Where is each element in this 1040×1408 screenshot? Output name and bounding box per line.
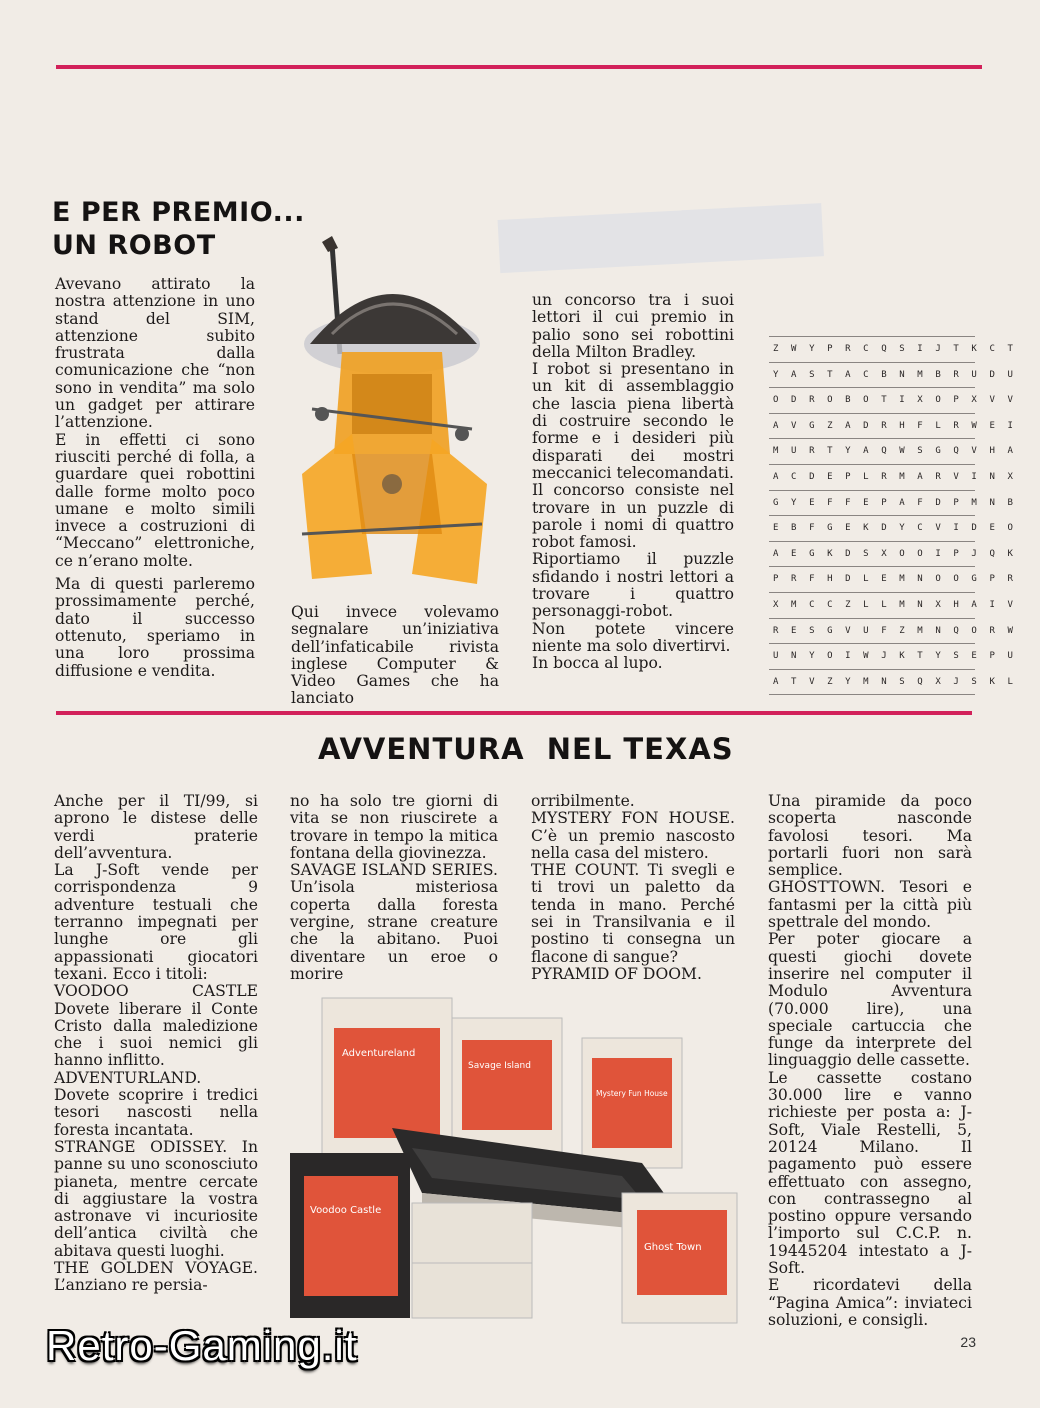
paragraph: Avevano attirato la nostra attenzione in uno stand del SIM, attenzione subito frustrata dalla comunicazione che “non sono in vendita” ma solo un gadget per attirare l’attenzione.: [55, 275, 255, 432]
puzzle-row: R E S G V U F Z M N Q O R W: [769, 618, 975, 644]
paragraph: PYRAMID OF DOOM.: [531, 964, 702, 983]
paragraph: Qui invece volevamo segnalare un’iniziativa dell’infaticabile rivista inglese Computer & Video Games che ha lanciato: [291, 603, 499, 708]
article1-title-line1: E PER PREMIO...: [52, 197, 305, 228]
puzzle-row: A T V Z Y M N S Q X J S K L: [769, 669, 975, 696]
word-search-puzzle: [769, 336, 1017, 695]
puzzle-row: A V G Z A D R H F L R W E I: [769, 413, 975, 439]
paragraph: Non potete vincere niente ma solo divertirvi.: [532, 619, 734, 655]
article2-col3: [531, 793, 735, 983]
puzzle-row: Y A S T A C B N M B R U D U: [769, 362, 975, 388]
top-rule: [56, 65, 982, 69]
cassette-box-voodoo-castle: [290, 1153, 410, 1318]
puzzle-row: U N Y O I W J K T Y S E P U: [769, 643, 975, 669]
puzzle-row: O D R O B O T I X O P X V V: [769, 387, 975, 413]
article2-col2: [290, 793, 498, 983]
paragraph: Il concorso consiste nel trovare in un puzzle di parole i nomi di quattro robot famosi.: [532, 481, 734, 552]
box-label: Savage Island: [468, 1061, 531, 1071]
cassette-box-ghost-town: [622, 1193, 737, 1323]
paragraph: no ha solo tre giorni di vita se non riuscirete a trovare in tempo la mitica fontana della giovinezza.: [290, 792, 498, 862]
paragraph: MYSTERY FON HOUSE. C’è un premio nascosto nella casa del mistero.: [531, 809, 735, 862]
paragraph: orribilmente.: [531, 792, 635, 810]
article1-title: [52, 196, 312, 262]
puzzle-row: G Y E F F E P A F D P M N B: [769, 490, 975, 516]
paragraph: THE GOLDEN VOYAGE. L’anziano re persia-: [54, 1259, 258, 1295]
page-number: 23: [960, 1334, 976, 1350]
puzzle-row: A E G K D S X O O I P J Q K: [769, 541, 975, 567]
cassette-box-stack: [412, 1203, 532, 1318]
background-print-through: ▆▆▆▆▆▆▆: [497, 186, 824, 274]
paragraph: Le cassette costano 30.000 lire e vanno richieste per posta a: J-Soft, Viale Restelli, 5, 20124 Milano. Il pagamento può essere effettuato con assegno, con contrassegno al postino oppure versando l’importo sul C.C.P. n. 19445204 intestato a J-Soft.: [768, 1068, 972, 1278]
paragraph: La J-Soft vende per corrispondenza 9 adventure testuali che terranno impegnati per lunghe ore gli appassionati giocatori texani. Ecco i titoli:: [54, 861, 258, 983]
paragraph: VOODOO CASTLE Dovete liberare il Conte Cristo dalla maledizione che i suoi nemici gli hanno inflitto.: [54, 982, 258, 1070]
robot-photo: [282, 234, 512, 604]
puzzle-row: A C D E P L R M A R V I N X: [769, 464, 975, 490]
ti99-products-photo: [282, 978, 762, 1328]
article1-col2: [291, 604, 499, 708]
box-label: Adventureland: [342, 1048, 416, 1059]
puzzle-row: M U R T Y A Q W S G Q V H A: [769, 438, 975, 464]
paragraph: In bocca al lupo.: [532, 654, 663, 673]
paragraph: Anche per il TI/99, si aprono le distese delle verdi praterie dell’avventura.: [54, 792, 258, 862]
puzzle-row: X M C C Z L L M N X H A I V: [769, 592, 975, 618]
cassette-box-mystery-fun-house: [582, 1038, 682, 1168]
paragraph: ADVENTURLAND. Dovete scoprire i tredici tesori nascosti nella foresta incantata.: [54, 1068, 258, 1139]
paragraph: GHOSTTOWN. Tesori e fantasmi per la città più spettrale del mondo.: [768, 878, 972, 932]
box-label: Ghost Town: [644, 1242, 702, 1253]
paragraph: Per poter giocare a questi giochi dovete inserire nel computer il Modulo Avventura (70.000 lire), una speciale cartuccia che funge da interprete del linguaggio delle cassette.: [768, 930, 972, 1070]
paragraph: E ricordatevi della “Pagina Amica”: inviateci soluzioni, e consigli.: [768, 1276, 972, 1329]
site-watermark: Retro-Gaming.it: [46, 1322, 358, 1369]
article1-col3: [532, 292, 734, 673]
section-rule: [56, 711, 972, 715]
box-label: Voodoo Castle: [310, 1205, 382, 1216]
article1-col1: [55, 276, 255, 680]
paragraph: I robot si presentano in un kit di assemblaggio che lascia piena libertà di costruire secondo le forme e i desideri più disparati dei mostri meccanici telecomandati.: [532, 360, 734, 482]
puzzle-row: P R F H D L E M N O O G P R: [769, 566, 975, 592]
puzzle-row: E B F G E K D Y C V I D E O: [769, 515, 975, 541]
article2-col4: [768, 793, 972, 1329]
article1-title-line2: UN ROBOT: [52, 230, 216, 261]
paragraph: STRANGE ODISSEY. In panne su uno sconosciuto pianeta, mentre cercate di aggiustare la vostra astronave vi incuriosite dell’antica civiltà che abitava questi luoghi.: [54, 1137, 258, 1260]
article2-title: AVVENTURA NEL TEXAS: [318, 732, 734, 766]
paragraph: SAVAGE ISLAND SERIES. Un’isola misteriosa coperta dalla foresta vergine, strane creature che la abitano. Puoi diventare un eroe o morire: [290, 861, 498, 983]
paragraph: Riportiamo il puzzle sfidando i nostri lettori a trovare i quattro personaggi-robot.: [532, 550, 734, 621]
paragraph: THE COUNT. Ti svegli e ti trovi un paletto da tenda in mano. Perché sei in Transilvania e il postino ti consegna un flacone di sangue?: [531, 861, 735, 966]
article2-col1: [54, 793, 258, 1295]
paragraph: Una piramide da poco scoperta nasconde favolosi tesori. Ma portarli fuori non sarà semplice.: [768, 792, 972, 880]
paragraph: Ma di questi parleremo prossimamente perché, dato il successo ottenuto, speriamo in una loro prossima diffusione e vendita.: [55, 575, 255, 680]
puzzle-row: Z W Y P R C Q S I J T K C T: [769, 336, 975, 362]
paragraph: E in effetti ci sono riusciti perché di folla, a guardare quei robottini dalle forme molto poco umane e molto simili invece a costruzioni di “Meccano” elettroniche, ce n’erano molte.: [55, 430, 255, 570]
box-label: Mystery Fun House: [596, 1089, 668, 1098]
cassette-box-savage-island: [452, 1018, 562, 1158]
paragraph: un concorso tra i suoi lettori il cui premio in palio sono sei robottini della Milton Bradley.: [532, 291, 734, 361]
